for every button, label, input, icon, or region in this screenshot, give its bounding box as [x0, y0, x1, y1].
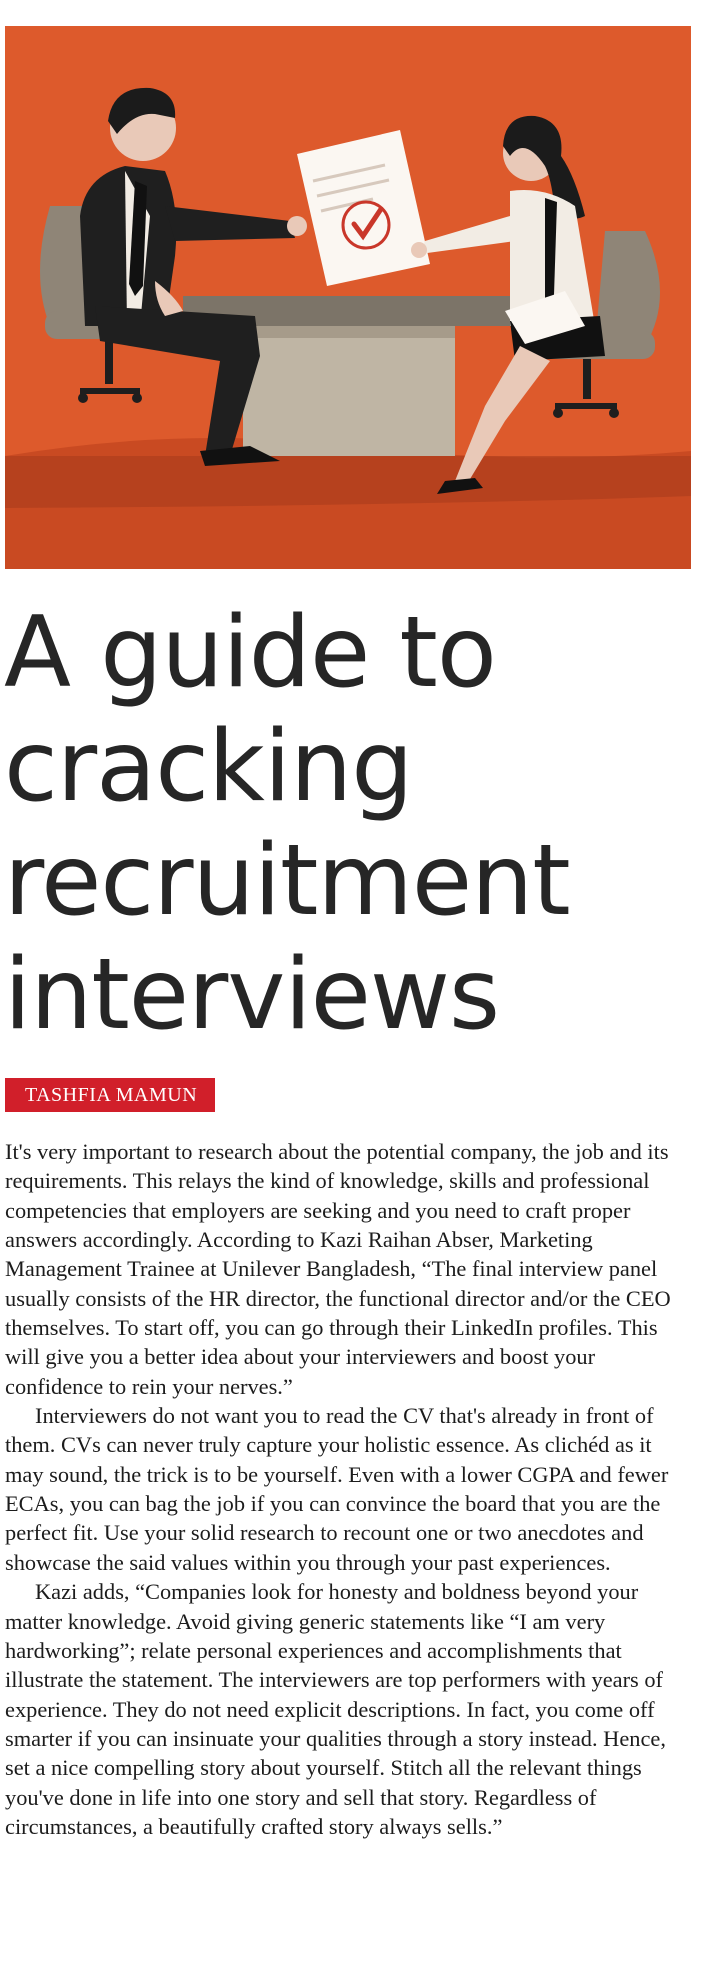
- interview-illustration: [5, 26, 691, 569]
- paragraph-2: Interviewers do not want you to read the CV that's already in front of them. CVs can never truly capture your holistic essence. As clichéd as it may sound, the trick is to be yourself. Even with a lower CGPA and fewer ECAs, you can bag the job if you can convince the board that you are the perfect fit. Use your solid research to recount one or two anecdotes and showcase the said values within you through your past experiences.: [5, 1403, 669, 1575]
- paragraph-1: It's very important to research about the potential company, the job and its requirements. This relays the kind of knowledge, skills and professional competencies that employers are seeking and you need to craft proper answers accordingly. According to Kazi Raihan Abser, Marketing Management Trainee at Unilever Bangladesh, “The final interview panel usually consists of the HR director, the functional director and/or the CEO themselves. To start off, you can go through their LinkedIn profiles. This will give you a better idea about your interviewers and boost your confidence to rein your nerves.”: [5, 1139, 671, 1399]
- article-body: [5, 1137, 689, 1841]
- article-headline: A guide to cracking recruitment interviews: [4, 596, 570, 1052]
- paragraph-3: Kazi adds, “Companies look for honesty and boldness beyond your matter knowledge. Avoid giving generic statements like “I am very hardworking”; relate personal experiences and accomplishments that illustrate the statement. The interviewers are top performers with years of experience. They do not need explicit descriptions. In fact, you come off smarter if you can insinuate your qualities through a story instead. Hence, set a nice compelling story about yourself. Stitch all the relevant things you've done in life into one story and sell that story. Regardless of circumstances, a beautifully crafted story always sells.”: [5, 1579, 666, 1839]
- author-byline: TASHFIA MAMUN: [5, 1078, 215, 1112]
- hero-illustration: [5, 26, 691, 569]
